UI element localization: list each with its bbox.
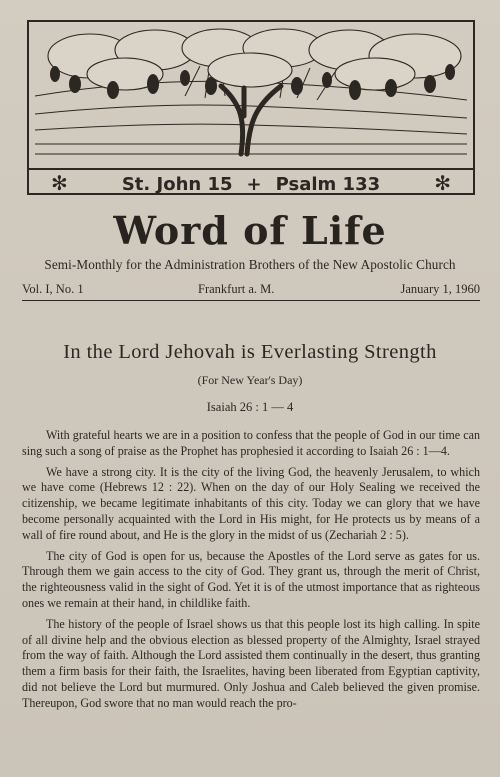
publication-subtitle: Semi-Monthly for the Administration Brothers of the New Apostolic Church — [44, 257, 456, 272]
reference-psalm: Psalm 133 — [275, 173, 381, 195]
issue-line — [22, 282, 480, 301]
ornament-left-icon: ✻ — [51, 171, 68, 195]
publication-title: Word of Life — [113, 208, 387, 253]
article-body — [22, 428, 480, 717]
article-paragraph: With grateful hearts we are in a position to confess that the people of God in our time can sing such a song of praise as the Prophet has prophesied it according to Isaiah 26 : 1—4. — [22, 428, 480, 458]
reference-john: St. John 15 — [121, 173, 233, 195]
scripture-references-bar — [29, 168, 473, 198]
article-paragraph: We have a strong city. It is the city of the living God, the heavenly Jerusalem, to which we have come (Hebrews 12 : 22). When on the day of our Holy Sealing we received the citizenship, we became legitimate inhabitants of this city. Today we can glory that we have become personally acquainted with the Lord in His might, for He protects us by means of a wall of fire round about, and He is the glory in the midst of us (Zechariah 2 : 5). — [22, 464, 480, 542]
reference-plus: + — [246, 173, 262, 195]
article-paragraph: The history of the people of Israel shows us that this people lost its high calling. In spite of all divine help and the obvious election as blessed property of the Almighty, Israel strayed from the way of faith. Although the Lord assisted them continually in the desert, thus granting them a firm basis for their faith, the Israelites, having been liberated from Egyptian captivity, did not believe the Lord but murmured. Only Joshua and Caleb believed the given promise. Thereupon, God swore that no man would reach the pro- — [22, 616, 480, 710]
article-title: In the Lord Jehovah is Everlasting Strength — [63, 341, 437, 363]
ornament-right-icon: ✻ — [434, 171, 451, 195]
article-paragraph: The city of God is open for us, because the Apostles of the Lord serve as gates for us. Through them we gain access to the city of God. They grant us, through the merit of Christ, the righteousness valid in the sight of God. Yet it is of the utmost importance that as righteous ones we remain at their hand, in childlike faith. — [22, 548, 480, 610]
article-scripture: Isaiah 26 : 1 — 4 — [206, 400, 294, 414]
issue-volume: Vol. I, No. 1 — [22, 282, 84, 296]
vine-tree-illustration — [35, 26, 467, 161]
issue-date: January 1, 1960 — [400, 282, 480, 296]
article-occasion: (For New Year's Day) — [197, 373, 303, 387]
issue-place: Frankfurt a. M. — [198, 282, 275, 296]
masthead-frame — [27, 20, 475, 195]
